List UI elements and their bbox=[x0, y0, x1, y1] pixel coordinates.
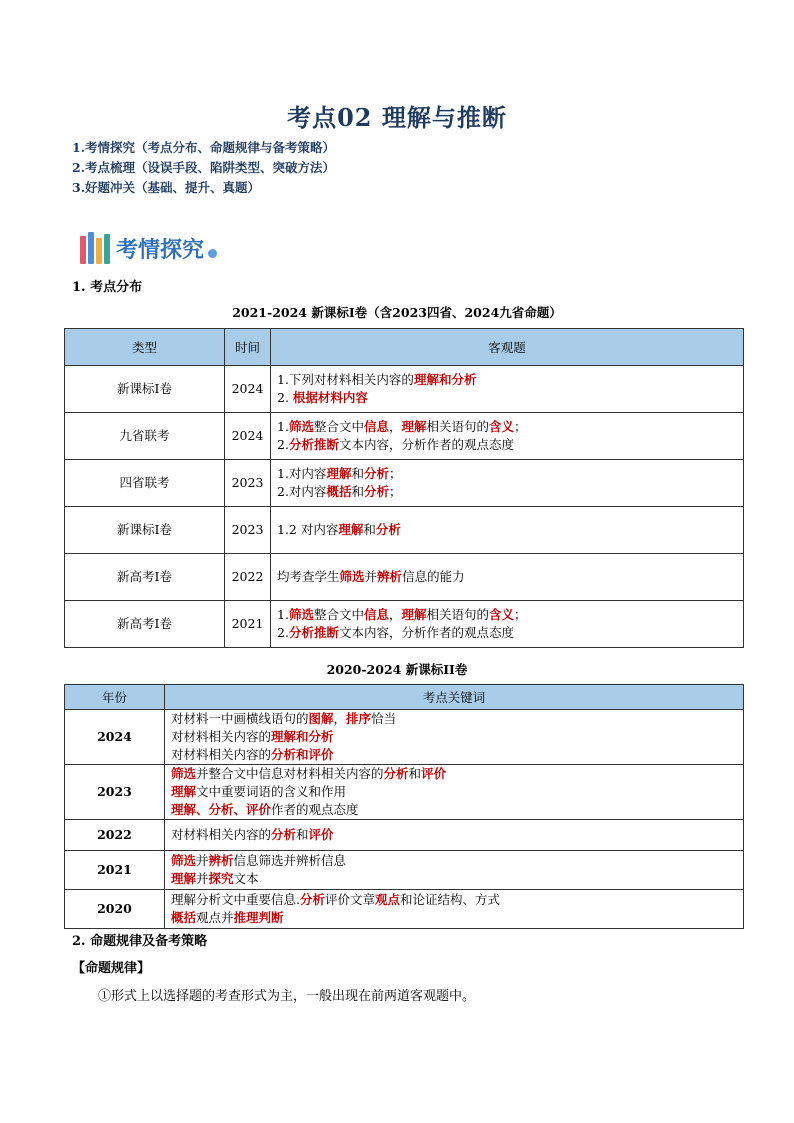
table1-caption: 2021-2024 新课标Ⅰ卷（含2023四省、2024九省命题） bbox=[232, 305, 562, 320]
keyword-highlight: 理解 bbox=[171, 871, 197, 886]
cell-year: 2020 bbox=[65, 890, 165, 929]
table2-caption: 2020-2024 新课标II卷 bbox=[326, 662, 468, 677]
cell-text: ； bbox=[388, 466, 402, 481]
cell-text: 整合文中 bbox=[313, 419, 364, 434]
cell-text: ， bbox=[388, 419, 402, 434]
cell-keywords bbox=[165, 710, 744, 765]
cell-line bbox=[277, 606, 737, 624]
cell-line bbox=[277, 418, 737, 436]
cell-line bbox=[171, 710, 737, 728]
cell-text: 和 bbox=[296, 827, 309, 842]
keyword-highlight: 筛选 bbox=[288, 419, 314, 434]
cell-keywords bbox=[165, 765, 744, 820]
keyword-highlight: 筛选 bbox=[171, 766, 197, 781]
cell-line bbox=[171, 826, 737, 844]
cell-text: 信息的能力 bbox=[402, 569, 465, 584]
outline-item: 1.考情探究（考点分布、命题规律与备考策略） bbox=[72, 140, 336, 155]
cell-type: 新课标Ⅰ卷 bbox=[65, 366, 225, 413]
cell-text: 并 bbox=[196, 871, 209, 886]
table-row bbox=[65, 601, 744, 648]
outline bbox=[72, 138, 335, 198]
cell-line bbox=[277, 371, 737, 389]
cell-content bbox=[271, 413, 744, 460]
cell-keywords bbox=[165, 851, 744, 890]
cell-text: 1.下列对材料相关内容的 bbox=[277, 372, 414, 387]
cell-text: 1.对内容 bbox=[277, 466, 327, 481]
header-objective: 客观题 bbox=[271, 329, 744, 366]
cell-line bbox=[171, 801, 737, 819]
cell-line bbox=[277, 521, 737, 539]
cell-year: 2024 bbox=[225, 366, 271, 413]
header-time: 时间 bbox=[225, 329, 271, 366]
keyword-highlight: 分析 bbox=[299, 892, 325, 907]
page-title: 考点02 理解与推断 bbox=[287, 103, 507, 132]
cell-text: 对材料相关内容的 bbox=[171, 827, 272, 842]
keyword-highlight: 评价 bbox=[308, 827, 334, 842]
cell-text: ； bbox=[514, 607, 527, 622]
keyword-highlight: 辨析 bbox=[208, 853, 234, 868]
cell-text: ； bbox=[514, 419, 527, 434]
cell-text: 整合文中 bbox=[313, 607, 364, 622]
cell-year: 2023 bbox=[225, 507, 271, 554]
keyword-highlight: 分析和评价 bbox=[271, 747, 334, 762]
cell-content bbox=[271, 601, 744, 648]
keyword-highlight: 含义 bbox=[489, 419, 515, 434]
keyword-highlight: 辨析 bbox=[377, 569, 403, 584]
books-icon bbox=[80, 232, 112, 264]
cell-text: 和 bbox=[408, 766, 422, 781]
cell-line bbox=[171, 870, 737, 888]
cell-content bbox=[271, 507, 744, 554]
keyword-highlight: 图解 bbox=[308, 711, 334, 726]
keyword-highlight: 分析 bbox=[271, 827, 297, 842]
cell-text: 均考查学生 bbox=[277, 569, 340, 584]
keyword-highlight: 筛选 bbox=[288, 607, 314, 622]
cell-line bbox=[171, 891, 737, 909]
cell-text: 观点并 bbox=[196, 910, 234, 925]
rule-text: ①形式上以选择题的考查形式为主，一般出现在前两道客观题中。 bbox=[98, 989, 476, 1004]
cell-content bbox=[271, 554, 744, 601]
cell-text: 并 bbox=[364, 569, 378, 584]
cell-year: 2023 bbox=[225, 460, 271, 507]
cell-text: 恰当 bbox=[371, 711, 397, 726]
cell-line bbox=[171, 909, 737, 927]
table-row bbox=[65, 820, 744, 851]
cell-content bbox=[271, 366, 744, 413]
cell-text: 作者的观点态度 bbox=[271, 802, 359, 817]
cell-year: 2024 bbox=[65, 710, 165, 765]
header-year: 年份 bbox=[65, 685, 165, 710]
table-row bbox=[65, 890, 744, 929]
cell-text: 文本内容，分析作者的观点态度 bbox=[338, 437, 514, 452]
cell-text: 相关语句的 bbox=[426, 419, 490, 434]
cell-line bbox=[171, 728, 737, 746]
cell-text: 1. bbox=[277, 419, 289, 434]
keyword-highlight: 分析 bbox=[375, 522, 401, 537]
table-row bbox=[65, 507, 744, 554]
cell-text: 理解分析文中重要信息. bbox=[171, 892, 300, 907]
keyword-highlight: 信息 bbox=[363, 607, 389, 622]
cell-text: 相关语句的 bbox=[426, 607, 490, 622]
cell-text: 1.2 对内容 bbox=[277, 522, 339, 537]
keyword-highlight: 分析 bbox=[383, 766, 409, 781]
cell-text: 2. bbox=[277, 625, 289, 640]
banner-title: 考情探究 bbox=[116, 237, 205, 263]
cell-line bbox=[277, 465, 737, 483]
keyword-highlight: 理解和分析 bbox=[413, 372, 477, 387]
cell-line bbox=[277, 389, 737, 407]
keyword-highlight: 信息 bbox=[363, 419, 389, 434]
cell-type: 新高考Ⅰ卷 bbox=[65, 554, 225, 601]
section-banner bbox=[80, 230, 217, 266]
table-header-row bbox=[65, 329, 744, 366]
cell-year: 2021 bbox=[65, 851, 165, 890]
keyword-highlight: 探究 bbox=[208, 871, 234, 886]
cell-keywords bbox=[165, 820, 744, 851]
table-header-row bbox=[65, 685, 744, 710]
cell-text: 并整合文中信息对材料相关内容的 bbox=[196, 766, 384, 781]
cell-text: 信息筛选并辨析信息 bbox=[233, 853, 347, 868]
cell-text: 评价文章 bbox=[325, 892, 376, 907]
keyword-highlight: 理解和分析 bbox=[271, 729, 334, 744]
table-row bbox=[65, 413, 744, 460]
cell-year: 2021 bbox=[225, 601, 271, 648]
section-heading: 1. 考点分布 bbox=[72, 280, 143, 295]
cell-text: 和 bbox=[351, 484, 364, 499]
keyword-highlight: 理解 bbox=[338, 522, 364, 537]
table-row bbox=[65, 851, 744, 890]
keyword-highlight: 概括 bbox=[326, 484, 352, 499]
cell-type: 九省联考 bbox=[65, 413, 225, 460]
keyword-highlight: 理解 bbox=[401, 419, 427, 434]
cell-line bbox=[171, 765, 737, 783]
cell-text: 2.对内容 bbox=[277, 484, 327, 499]
cell-line bbox=[171, 852, 737, 870]
keyword-highlight: 分析推断 bbox=[288, 437, 339, 452]
keyword-highlight: 推理判断 bbox=[233, 910, 284, 925]
table-row bbox=[65, 765, 744, 820]
keyword-highlight: 评价 bbox=[421, 766, 447, 781]
cell-text: 对材料一中画横线语句的 bbox=[171, 711, 309, 726]
cell-keywords bbox=[165, 890, 744, 929]
keyword-highlight: 筛选 bbox=[171, 853, 197, 868]
cell-line bbox=[277, 568, 737, 586]
keyword-highlight: 分析 bbox=[363, 466, 389, 481]
rule-heading: 【命题规律】 bbox=[72, 961, 151, 976]
cell-text: 和 bbox=[351, 466, 364, 481]
keyword-highlight: 理解 bbox=[401, 607, 427, 622]
cell-line bbox=[277, 624, 737, 642]
exam-distribution-table bbox=[64, 328, 744, 648]
cell-content bbox=[271, 460, 744, 507]
cell-year: 2023 bbox=[65, 765, 165, 820]
keyword-highlight: 筛选 bbox=[339, 569, 365, 584]
keyword-highlight: 分析推断 bbox=[288, 625, 339, 640]
cell-type: 新课标Ⅰ卷 bbox=[65, 507, 225, 554]
header-keywords: 考点关键词 bbox=[165, 685, 744, 710]
cell-text: 文本内容，分析作者的观点态度 bbox=[338, 625, 514, 640]
cell-text: 和论证结构、方式 bbox=[400, 892, 501, 907]
keyword-highlight: 概括 bbox=[171, 910, 197, 925]
cell-text: 和 bbox=[363, 522, 376, 537]
cell-line bbox=[171, 783, 737, 801]
keyword-table bbox=[64, 684, 744, 929]
outline-item: 2.考点梳理（设误手段、陷阱类型、突破方法） bbox=[72, 160, 336, 175]
section-heading: 2. 命题规律及备考策略 bbox=[72, 934, 208, 949]
table-row bbox=[65, 710, 744, 765]
cell-line bbox=[277, 483, 737, 501]
cell-text: 并 bbox=[196, 853, 209, 868]
keyword-highlight: 观点 bbox=[375, 892, 401, 907]
keyword-highlight: 理解、分析、评价 bbox=[171, 802, 272, 817]
header-type: 类型 bbox=[65, 329, 225, 366]
dot-icon bbox=[208, 249, 217, 258]
cell-text: ， bbox=[388, 607, 402, 622]
keyword-highlight: 根据材料内容 bbox=[292, 390, 368, 405]
outline-item: 3.好题冲关（基础、提升、真题） bbox=[72, 180, 261, 195]
cell-year: 2022 bbox=[65, 820, 165, 851]
cell-type: 四省联考 bbox=[65, 460, 225, 507]
cell-line bbox=[171, 746, 737, 764]
cell-text: 1. bbox=[277, 607, 289, 622]
cell-year: 2024 bbox=[225, 413, 271, 460]
cell-text: 对材料相关内容的 bbox=[171, 747, 272, 762]
cell-line bbox=[277, 436, 737, 454]
table-row bbox=[65, 460, 744, 507]
keyword-highlight: 含义 bbox=[489, 607, 515, 622]
cell-year: 2022 bbox=[225, 554, 271, 601]
cell-text: 文本 bbox=[233, 871, 259, 886]
cell-text: ， bbox=[333, 711, 347, 726]
cell-text: 2. bbox=[277, 390, 293, 405]
table-row bbox=[65, 554, 744, 601]
cell-text: 2. bbox=[277, 437, 289, 452]
keyword-highlight: 理解 bbox=[171, 784, 197, 799]
keyword-highlight: 理解 bbox=[326, 466, 352, 481]
table-row bbox=[65, 366, 744, 413]
keyword-highlight: 分析 bbox=[363, 484, 389, 499]
cell-text: 文中重要词语的含义和作用 bbox=[196, 784, 347, 799]
keyword-highlight: 排序 bbox=[346, 711, 372, 726]
cell-type: 新高考Ⅰ卷 bbox=[65, 601, 225, 648]
cell-text: ； bbox=[388, 484, 402, 499]
cell-text: 对材料相关内容的 bbox=[171, 729, 272, 744]
